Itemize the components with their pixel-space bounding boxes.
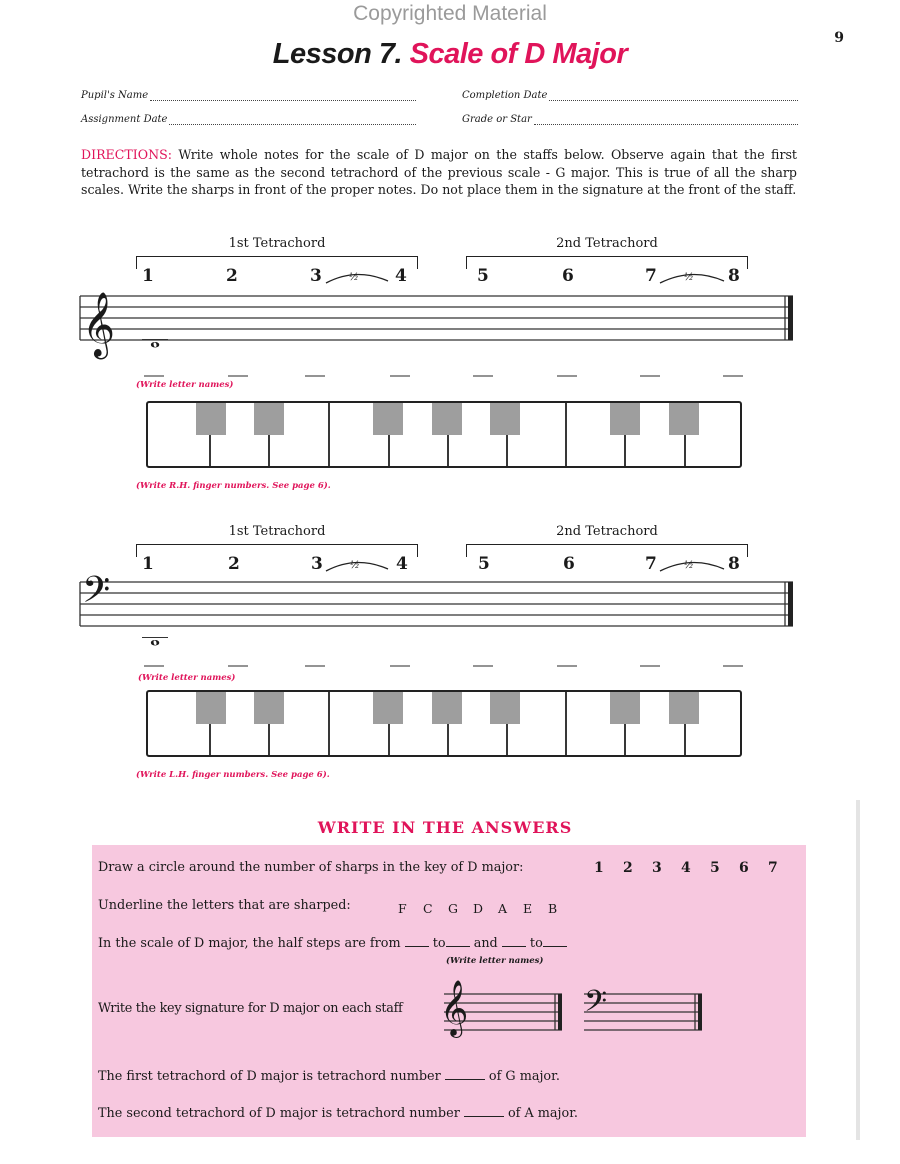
- question-half-steps: [98, 936, 567, 951]
- treble-clef-icon: 𝄞: [82, 292, 116, 357]
- letter-d[interactable]: D: [473, 901, 484, 916]
- answer-blank[interactable]: [502, 936, 526, 947]
- page-edge-shadow: [856, 800, 860, 1140]
- answer-blank[interactable]: [446, 936, 470, 947]
- assignment-date-field[interactable]: [81, 114, 416, 125]
- half-step-mark: ½: [684, 272, 694, 283]
- q4-text: Write the key signature for D major on each staff: [98, 1001, 403, 1016]
- q2-text: Underline the letters that are sharped:: [98, 898, 351, 913]
- option-2[interactable]: 2: [623, 860, 633, 876]
- page-title: [0, 38, 900, 71]
- letter-options: [398, 898, 573, 917]
- q5-tail: of G major.: [488, 1069, 560, 1084]
- answer-blank[interactable]: [464, 1106, 504, 1117]
- copyright-watermark: Copyrighted Material: [353, 2, 547, 25]
- scale-degree: 2: [228, 554, 240, 574]
- small-bass-clef-icon: 𝄢: [584, 985, 608, 1026]
- keyboard-lh[interactable]: [146, 690, 744, 758]
- option-3[interactable]: 3: [652, 860, 662, 876]
- scale-degree: 4: [395, 266, 407, 286]
- q6-text: The second tetrachord of D major is tetrachord number: [98, 1106, 460, 1121]
- question-key-signature: [98, 1001, 402, 1016]
- completion-date-field[interactable]: [462, 90, 798, 101]
- pupil-name-label: Pupil's Name: [81, 90, 149, 101]
- small-treble-clef-icon: 𝄞: [440, 980, 469, 1036]
- whole-note-d: 𝅝: [149, 622, 161, 652]
- ledger-line: [142, 339, 168, 340]
- q3-text: In the scale of D major, the half steps are from: [98, 936, 401, 951]
- scale-degree: 6: [562, 266, 574, 286]
- page-number: 9: [834, 30, 844, 46]
- rh-finger-hint: (Write R.H. finger numbers. See page 6).: [136, 481, 331, 491]
- scale-degree: 2: [226, 266, 238, 286]
- second-tetrachord-label: 2nd Tetrachord: [556, 236, 658, 251]
- assignment-date-label: Assignment Date: [81, 114, 168, 125]
- scale-degree: 7: [645, 266, 657, 286]
- answer-blank[interactable]: [405, 936, 429, 947]
- half-step-mark: ½: [350, 560, 360, 571]
- q1-text: Draw a circle around the number of sharps in the key of D major:: [98, 860, 524, 875]
- question-first-tetrachord: [98, 1069, 560, 1084]
- first-tetrachord-label: 1st Tetrachord: [228, 236, 326, 251]
- first-tetrachord-label: 1st Tetrachord: [228, 524, 326, 539]
- lh-finger-hint: (Write L.H. finger numbers. See page 6).: [136, 770, 330, 780]
- lesson-label: Lesson 7.: [272, 38, 403, 70]
- grade-or-star-field[interactable]: [462, 114, 798, 125]
- letter-a[interactable]: A: [498, 901, 508, 916]
- whole-note-d: 𝅝: [149, 324, 161, 354]
- grade-or-star-label: Grade or Star: [462, 114, 532, 125]
- second-tetrachord-label: 2nd Tetrachord: [556, 524, 658, 539]
- half-step-mark: ½: [684, 560, 694, 571]
- answers-heading: WRITE IN THE ANSWERS: [317, 818, 573, 837]
- scale-degree: 3: [311, 554, 323, 574]
- question-sharps-count: [98, 860, 523, 875]
- letter-names-hint: (Write letter names): [136, 380, 234, 390]
- sharps-options: [594, 857, 797, 876]
- letter-b[interactable]: B: [548, 901, 558, 916]
- answer-blank[interactable]: [445, 1069, 485, 1080]
- option-1[interactable]: 1: [594, 860, 604, 876]
- q3-to: to: [432, 936, 446, 951]
- option-7[interactable]: 7: [768, 860, 778, 876]
- q3-to: to: [529, 936, 543, 951]
- letter-name-blanks[interactable]: [140, 663, 750, 669]
- scale-degree: 1: [142, 266, 154, 286]
- option-6[interactable]: 6: [739, 860, 749, 876]
- letter-names-hint: (Write letter names): [138, 673, 236, 683]
- scale-degree: 8: [728, 554, 740, 574]
- bass-clef-icon: 𝄢: [82, 569, 111, 620]
- treble-staff[interactable]: [76, 252, 798, 362]
- lesson-subject: Scale of D Major: [409, 38, 628, 70]
- pupil-name-field[interactable]: [81, 90, 416, 101]
- bass-staff[interactable]: [76, 540, 798, 635]
- keyboard-rh[interactable]: [146, 401, 744, 469]
- directions-text: Write whole notes for the scale of D major on the staffs below. Observe again that the first tetrachord is the same as the second tetrachord of the previous scale - G major. This is true of all the sharp scales. Write the sharps in front of the proper notes. Do not place them in the signature at the front of the staff.: [81, 147, 797, 197]
- scale-degree: 3: [310, 266, 322, 286]
- completion-date-label: Completion Date: [462, 90, 548, 101]
- answer-blank[interactable]: [543, 936, 567, 947]
- directions-heading: DIRECTIONS:: [81, 147, 172, 162]
- letter-g[interactable]: G: [448, 901, 458, 916]
- ledger-line: [142, 637, 168, 638]
- letter-e[interactable]: E: [523, 901, 533, 916]
- option-5[interactable]: 5: [710, 860, 720, 876]
- scale-degree: 1: [142, 554, 154, 574]
- q5-text: The first tetrachord of D major is tetrachord number: [98, 1069, 441, 1084]
- q3-and: and: [473, 936, 498, 951]
- scale-degree: 4: [396, 554, 408, 574]
- letter-name-blanks[interactable]: [140, 373, 750, 379]
- letter-c[interactable]: C: [423, 901, 433, 916]
- scale-degree: 7: [645, 554, 657, 574]
- directions: [81, 146, 797, 199]
- q6-tail: of A major.: [507, 1106, 579, 1121]
- scale-degree: 8: [728, 266, 740, 286]
- scale-degree: 5: [478, 554, 490, 574]
- question-sharped-letters: [98, 898, 351, 913]
- option-4[interactable]: 4: [681, 860, 691, 876]
- scale-degree: 6: [563, 554, 575, 574]
- question-second-tetrachord: [98, 1106, 578, 1121]
- letter-f[interactable]: F: [398, 901, 407, 916]
- half-step-mark: ½: [349, 272, 359, 283]
- scale-degree: 5: [477, 266, 489, 286]
- q3-hint: (Write letter names): [446, 956, 544, 966]
